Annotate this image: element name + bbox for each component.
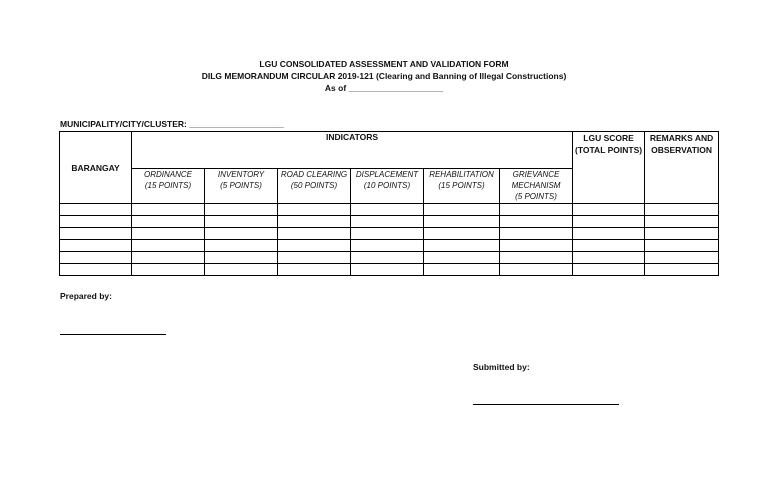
indicator-road-clearing: ROAD CLEARING (50 POINTS) bbox=[278, 169, 351, 204]
table-row bbox=[60, 204, 719, 216]
prepared-by-signature-line bbox=[60, 334, 166, 335]
table-row bbox=[60, 264, 719, 276]
remarks-header: REMARKS AND OBSERVATION bbox=[645, 132, 719, 204]
indicator-displacement: DISPLACEMENT (10 POINTS) bbox=[351, 169, 424, 204]
prepared-by-label: Prepared by: bbox=[60, 291, 112, 301]
municipality-label: MUNICIPALITY/CITY/CLUSTER: ____________________ bbox=[60, 119, 284, 129]
form-title: LGU CONSOLIDATED ASSESSMENT AND VALIDATION FORM bbox=[259, 59, 509, 69]
as-of-line: As of ____________________ bbox=[324, 83, 444, 93]
indicator-ordinance: ORDINANCE (15 POINTS) bbox=[132, 169, 205, 204]
table-row bbox=[60, 252, 719, 264]
indicator-rehabilitation: REHABILITATION (15 POINTS) bbox=[424, 169, 500, 204]
lgu-score-header: LGU SCORE (TOTAL POINTS) bbox=[573, 132, 645, 204]
indicator-inventory: INVENTORY (5 POINTS) bbox=[205, 169, 278, 204]
submitted-by-label: Submitted by: bbox=[473, 362, 530, 372]
table-row bbox=[60, 240, 719, 252]
table-row bbox=[60, 216, 719, 228]
barangay-header: BARANGAY bbox=[60, 132, 132, 204]
indicator-grievance-mechanism: GRIEVANCE MECHANISM (5 POINTS) bbox=[500, 169, 573, 204]
form-header bbox=[0, 58, 768, 94]
table-row bbox=[60, 228, 719, 240]
form-subtitle: DILG MEMORANDUM CIRCULAR 2019-121 (Clearing and Banning of Illegal Constructions) bbox=[201, 71, 567, 81]
submitted-by-signature-line bbox=[473, 404, 619, 405]
assessment-table bbox=[59, 131, 719, 276]
indicators-header: INDICATORS bbox=[132, 132, 573, 169]
